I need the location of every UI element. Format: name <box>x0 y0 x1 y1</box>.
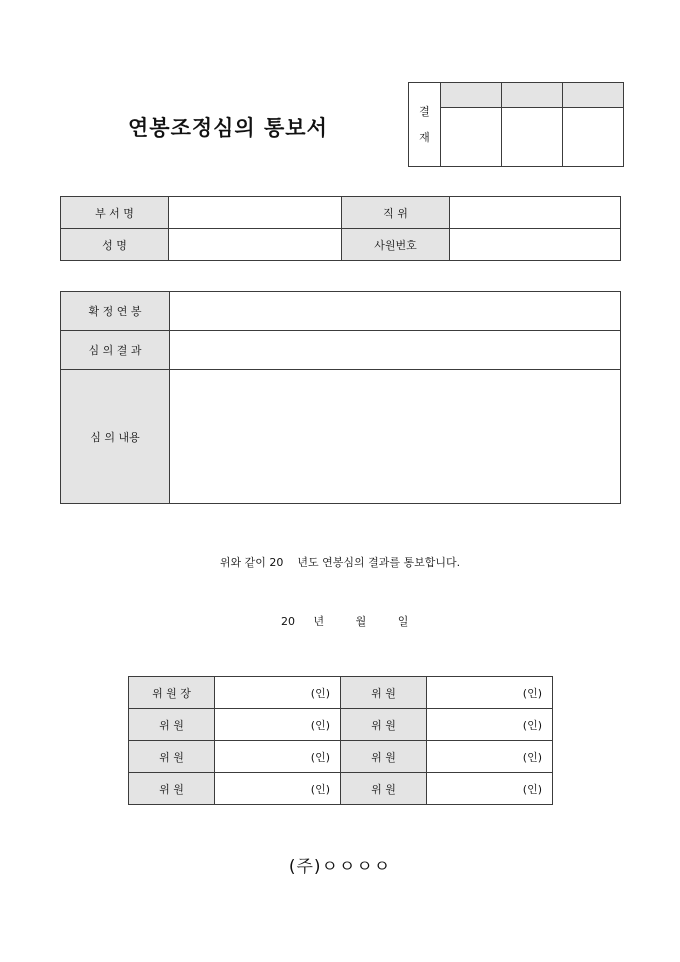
department-label: 부 서 명 <box>61 197 169 229</box>
committee-right-label: 위 원 <box>341 773 427 805</box>
date-day: 일 <box>397 615 409 628</box>
committee-row <box>129 709 553 741</box>
review-result-label: 심 의 결 과 <box>61 331 170 370</box>
approval-sign-cell[interactable] <box>441 108 502 167</box>
committee-left-seal[interactable]: (인) <box>215 741 341 773</box>
approval-box <box>408 82 624 167</box>
date-month: 월 <box>355 615 367 628</box>
committee-left-label: 위 원 <box>129 773 215 805</box>
date-year: 년 <box>313 615 325 628</box>
approval-char-bottom: 재 <box>419 130 430 144</box>
committee-right-seal[interactable]: (인) <box>427 741 553 773</box>
committee-right-label: 위 원 <box>341 741 427 773</box>
approval-header-cell <box>502 83 563 108</box>
department-field[interactable] <box>169 197 342 229</box>
committee-left-label: 위 원 장 <box>129 677 215 709</box>
committee-row <box>129 741 553 773</box>
committee-left-label: 위 원 <box>129 741 215 773</box>
committee-left-seal[interactable]: (인) <box>215 677 341 709</box>
document-title: 연봉조정심의 통보서 <box>128 115 328 140</box>
date-line <box>281 613 408 629</box>
review-content-field[interactable] <box>170 370 621 504</box>
review-table <box>60 291 621 504</box>
committee-right-seal[interactable]: (인) <box>427 773 553 805</box>
approval-header-cell <box>441 83 502 108</box>
company-name: (주)ㅇㅇㅇㅇ <box>288 857 392 877</box>
confirmed-salary-label: 확 정 연 봉 <box>61 292 170 331</box>
review-content-label: 심 의 내용 <box>61 370 170 504</box>
committee-left-label: 위 원 <box>129 709 215 741</box>
position-field[interactable] <box>450 197 621 229</box>
approval-sign-cell[interactable] <box>563 108 624 167</box>
committee-left-seal[interactable]: (인) <box>215 709 341 741</box>
date-year-prefix: 20 <box>281 615 295 628</box>
committee-right-label: 위 원 <box>341 677 427 709</box>
committee-table <box>128 676 553 805</box>
confirmed-salary-field[interactable] <box>170 292 621 331</box>
committee-right-seal[interactable]: (인) <box>427 709 553 741</box>
employee-info-table <box>60 196 621 261</box>
name-label: 성 명 <box>61 229 169 261</box>
approval-char-top: 결 <box>419 104 430 118</box>
committee-right-seal[interactable]: (인) <box>427 677 553 709</box>
employee-no-field[interactable] <box>450 229 621 261</box>
committee-right-label: 위 원 <box>341 709 427 741</box>
committee-left-seal[interactable]: (인) <box>215 773 341 805</box>
notice-statement: 위와 같이 20 년도 연봉심의 결과를 통보합니다. <box>219 556 461 569</box>
name-field[interactable] <box>169 229 342 261</box>
review-result-field[interactable] <box>170 331 621 370</box>
approval-sign-cell[interactable] <box>502 108 563 167</box>
employee-no-label: 사원번호 <box>342 229 450 261</box>
approval-label <box>409 83 441 167</box>
committee-row <box>129 773 553 805</box>
position-label: 직 위 <box>342 197 450 229</box>
approval-header-cell <box>563 83 624 108</box>
committee-row <box>129 677 553 709</box>
